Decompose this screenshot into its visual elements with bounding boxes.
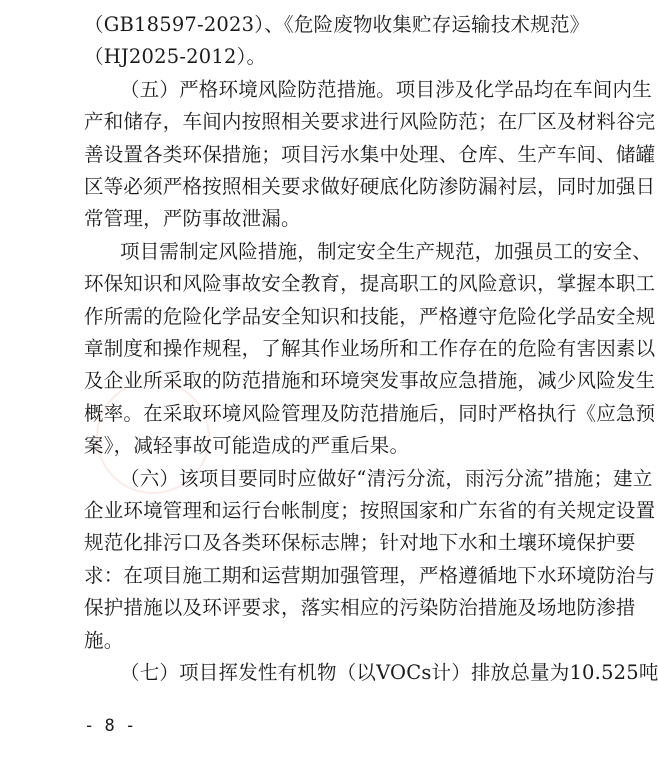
text-line: 作所需的危险化学品安全知识和技能，严格遵守危险化学品安全规 [84, 304, 656, 328]
text-line: 企业环境管理和运行台帐制度；按照国家和广东省的有关规定设置 [84, 499, 656, 522]
text-line: 保护措施以及环评要求，落实相应的污染防治措施及场地防渗措 [84, 596, 636, 620]
text-line: 善设置各类环保措施；项目污水集中处理、仓库、生产车间、储罐 [84, 142, 656, 166]
text-line: 施。 [84, 628, 124, 652]
text-line: 章制度和操作规程，了解其作业场所和工作存在的危险有害因素以 [84, 337, 656, 360]
text-line: 项目需制定风险措施，制定安全生产规范，加强员工的安全、 [120, 239, 652, 263]
text-line: （七）项目挥发性有机物（以VOCs计）排放总量为10.525吨 [120, 661, 659, 684]
text-line: （HJ2025-2012）。 [84, 45, 267, 69]
text-line: 及企业所采取的防范措施和环境突发事故应急措施，减少风险发生 [84, 369, 656, 393]
text-line: 产和储存，车间内按照相关要求进行风险防范；在厂区及材料谷完 [84, 110, 656, 134]
text-line: 规范化排污口及各类环保标志牌；针对地下水和土壤环境保护要 [84, 531, 636, 555]
text-line: 常管理，严防事故泄漏。 [84, 207, 301, 231]
text-line: （GB18597-2023）、《危险废物收集贮存运输技术规范》 [84, 13, 590, 36]
text-line: 环保知识和风险事故安全教育，提高职工的风险意识，掌握本职工 [84, 272, 656, 296]
text-line: （五）严格环境风险防范措施。项目涉及化学品均在车间内生 [120, 77, 652, 101]
text-line: 求：在项目施工期和运营期加强管理，严格遵循地下水环境防治与 [84, 563, 656, 587]
text-line: 区等必须严格按照相关要求做好硬底化防渗防漏衬层，同时加强日 [84, 175, 656, 198]
text-line: 概率。在采取环境风险管理及防范措施后，同时严格执行《应急预 [84, 401, 656, 425]
page-number: - 8 - [84, 716, 136, 736]
text-line: （六）该项目要同时应做好“清污分流，雨污分流”措施；建立 [120, 466, 653, 490]
text-line: 案》，减轻事故可能造成的严重后果。 [84, 434, 410, 458]
